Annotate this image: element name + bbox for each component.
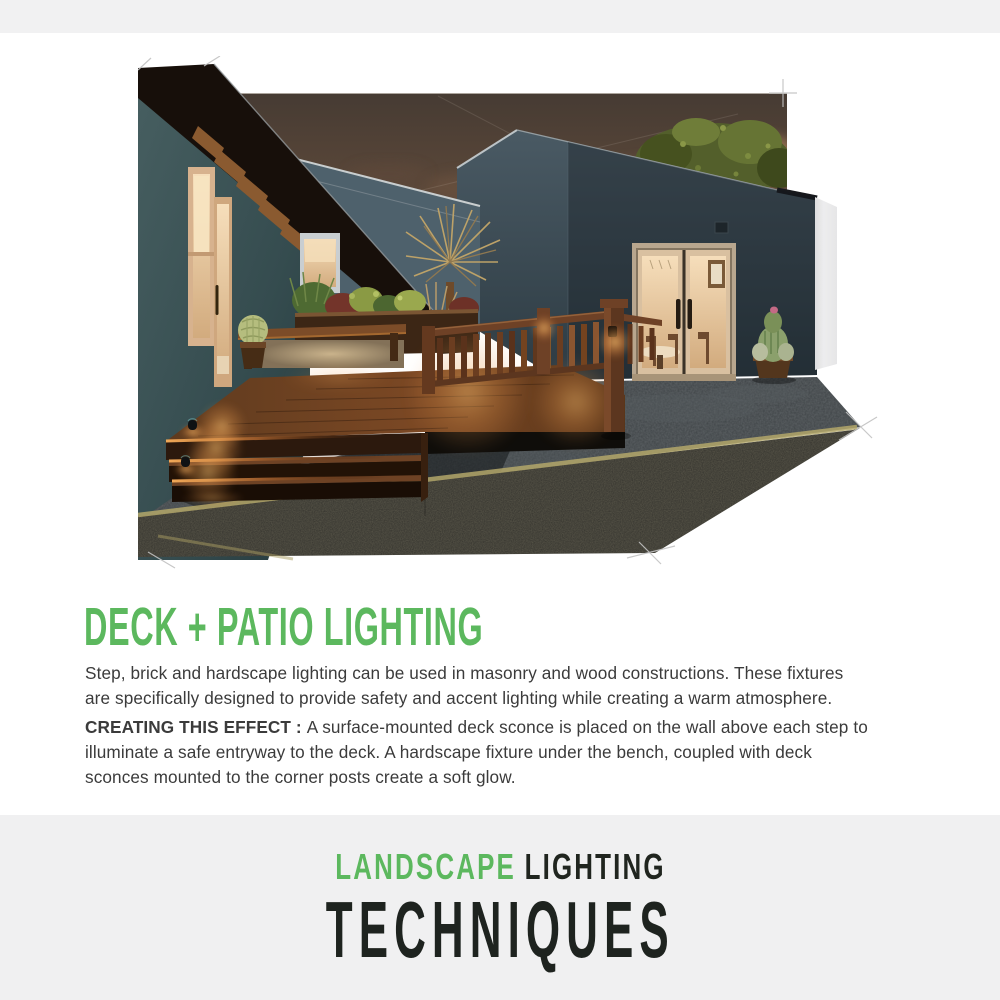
intro-line: are specifically designed to provide safety and accent lighting while creating a warm atmosphere. [85, 688, 833, 708]
effect-line-text: A surface-mounted deck sconce is placed on the wall above each step to [306, 717, 868, 737]
intro-line: Step, brick and hardscape lighting can be used in masonry and wood constructions. These fixtures [85, 663, 844, 683]
effect-label: CREATING THIS EFFECT : [85, 717, 302, 737]
brand-line [0, 846, 1000, 887]
door-handle-left [676, 299, 681, 329]
gable-vent [715, 222, 728, 233]
footer-title [0, 885, 1000, 974]
railing-left-post [422, 326, 435, 394]
top-gray-band [0, 0, 1000, 33]
body-copy [85, 661, 868, 790]
section-heading: DECK + PATIO LIGHTING [84, 597, 484, 657]
effect-line [85, 715, 868, 740]
footer-title-text: TECHNIQUES [325, 885, 675, 974]
hero-illustration [138, 56, 878, 572]
french-doors [632, 243, 736, 381]
door-threshold [632, 374, 736, 381]
door-handle [216, 285, 219, 315]
effect-paragraph [85, 715, 868, 790]
gray-wall-panel [815, 197, 837, 370]
lit-window-left [188, 167, 215, 346]
effect-line: sconces mounted to the corner posts create a soft glow. [85, 767, 516, 787]
footer-band [0, 815, 1000, 1000]
door-handle-right [688, 299, 693, 329]
brand-word-landscape: LANDSCAPE [334, 846, 516, 887]
effect-line: illuminate a safe entryway to the deck. A hardscape fixture under the bench, coupled with deck [85, 742, 812, 762]
intro-paragraph [85, 661, 868, 711]
brand-word-lighting: LIGHTING [524, 846, 666, 887]
lit-door-left [214, 197, 232, 387]
